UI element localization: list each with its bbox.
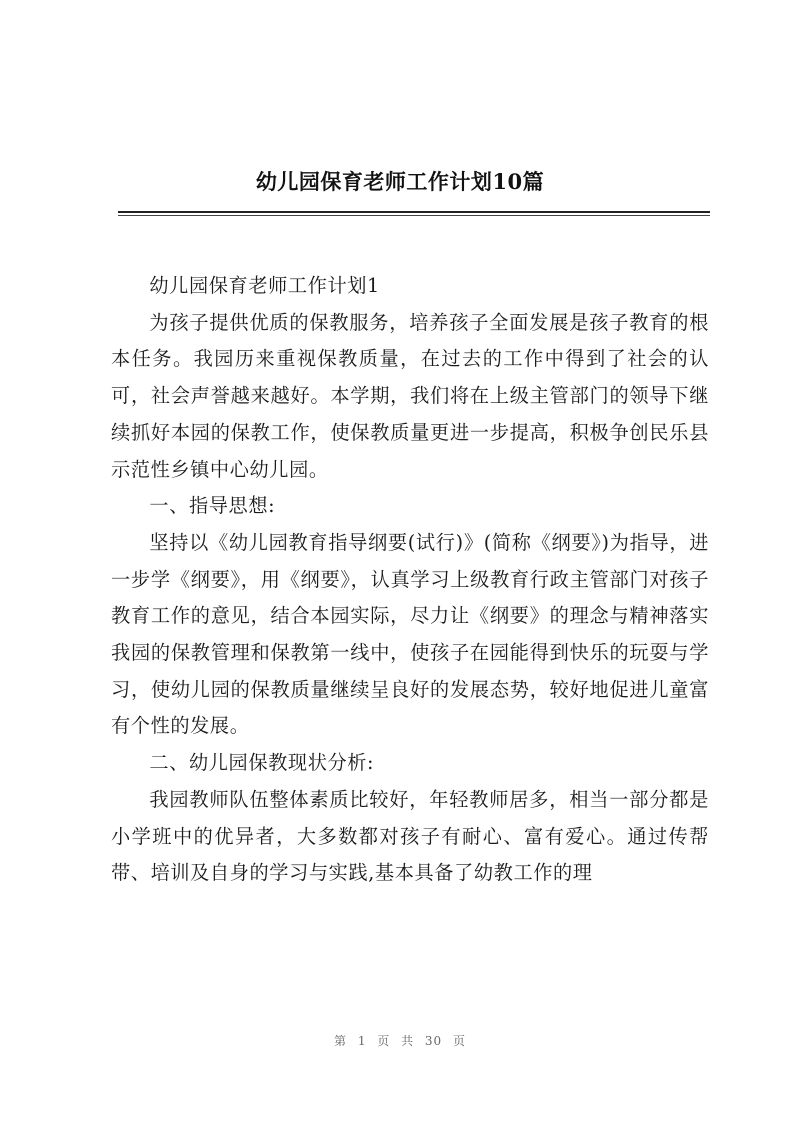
- title-divider: [118, 211, 710, 213]
- section-heading: 幼儿园保育老师工作计划1: [149, 274, 380, 297]
- document-body: [111, 268, 709, 892]
- body-paragraph: 为孩子提供优质的保教服务，培养孩子全面发展是孩子教育的根本任务。我园历来重视保教质量，在过去的工作中得到了社会的认可，社会声誉越来越好。本学期，我们将在上级主管部门的领导下继续抓好本园的保教工作，使保教质量更进一步提高，积极争创民乐县示范性乡镇中心幼儿园。: [111, 310, 709, 481]
- body-paragraph: 坚持以《幼儿园教育指导纲要(试行)》(简称《纲要》)为指导，进一步学《纲要》，用《纲要》，认真学习上级教育行政主管部门对孩子教育工作的意见，结合本园实际，尽力让《纲要》的理念与精神落实我园的保教管理和保教第一线中，使孩子在园能得到快乐的玩耍与学习，使幼儿园的保教质量继续呈良好的发展态势，较好地促进儿童富有个性的发展。: [111, 530, 709, 738]
- body-paragraph: 我园教师队伍整体素质比较好，年轻教师居多，相当一部分都是小学班中的优异者，大多数都对孩子有耐心、富有爱心。通过传帮带、培训及自身的学习与实践,基本具备了幼教工作的理: [111, 787, 709, 885]
- document-title: 幼儿园保育老师工作计划10篇: [255, 169, 545, 194]
- title-divider-thin: [118, 215, 710, 216]
- page-number-footer: 第 1 页 共 30 页: [334, 1034, 466, 1048]
- section-heading: 二、幼儿园保教现状分析:: [149, 751, 375, 775]
- section-heading: 一、指导思想:: [149, 494, 276, 518]
